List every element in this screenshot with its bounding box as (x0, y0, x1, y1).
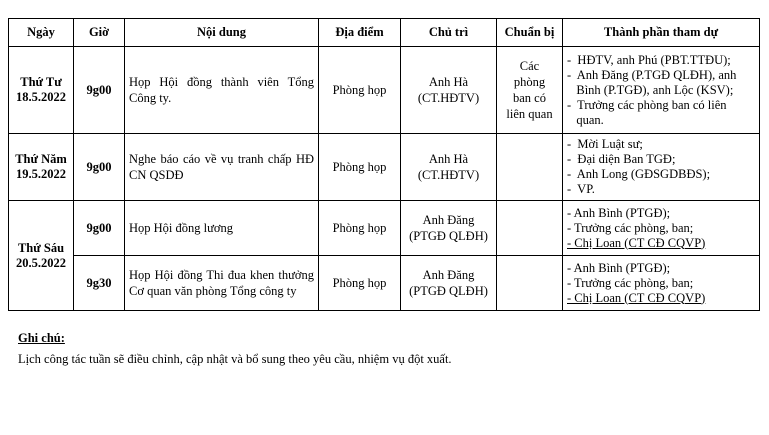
day-date: 18.5.2022 (16, 90, 66, 104)
content-cell: Họp Hội đồng Thi đua khen thưởng Cơ quan văn phòng Tổng công ty (125, 256, 319, 311)
chair-cell (401, 201, 497, 256)
notes-title: Ghi chú: (18, 331, 65, 345)
prep-line: phòng (513, 75, 546, 89)
notes-section (18, 331, 452, 367)
attendee-line: - VP. (567, 182, 595, 196)
attendee-line: - Anh Bình (PTGĐ); (567, 205, 671, 220)
time-cell: 9g00 (74, 134, 125, 201)
attendee-line: - Anh Đăng (P.TGĐ QLĐH), anh (567, 67, 737, 82)
prep-line: Các (519, 59, 540, 73)
header-chair: Chủ trì (401, 19, 497, 47)
time-cell: 9g30 (74, 256, 125, 311)
attendee-line: - Chị Loan (CT CĐ CQVP) (567, 235, 706, 250)
chair-title: (CT.HĐTV) (417, 91, 480, 105)
attendee-line: - Đại diện Ban TGĐ; (567, 152, 676, 166)
chair-cell (401, 47, 497, 134)
attendee-line: - Trưởng các phòng, ban; (567, 220, 694, 235)
location-cell: Phòng họp (319, 201, 401, 256)
weekly-schedule-table (8, 18, 760, 311)
attendee-line: - Chị Loan (CT CĐ CQVP) (567, 290, 706, 305)
attendee-line: quan. (567, 112, 604, 127)
prep-cell (497, 134, 563, 201)
attendees-cell (563, 256, 760, 311)
location-cell: Phòng họp (319, 134, 401, 201)
content-cell: Nghe báo cáo về vụ tranh chấp HĐ CN QSDĐ (125, 134, 319, 201)
day-name: Thứ Năm (15, 152, 67, 166)
header-prep: Chuẩn bị (497, 19, 563, 47)
day-name: Thứ Sáu (17, 240, 65, 255)
table-row (9, 201, 760, 256)
table-row (9, 256, 760, 311)
prep-cell (497, 256, 563, 311)
header-row (9, 19, 760, 47)
attendee-line: - HĐTV, anh Phú (PBT.TTĐU); (567, 52, 731, 67)
chair-cell (401, 256, 497, 311)
notes-text: Lịch công tác tuần sẽ điều chỉnh, cập nhật và bổ sung theo yêu cầu, nhiệm vụ đột xuất. (18, 352, 452, 366)
header-attendees: Thành phần tham dự (563, 19, 760, 47)
time-cell: 9g00 (74, 47, 125, 134)
chair-cell (401, 134, 497, 201)
day-cell (9, 134, 74, 201)
prep-line: liên quan (506, 107, 553, 121)
chair-title: (CT.HĐTV) (417, 168, 480, 182)
chair-name: Anh Hà (428, 75, 469, 89)
attendee-line: - Anh Long (GĐSGDBĐS); (567, 167, 711, 181)
content-cell: Họp Hội đồng lương (125, 201, 319, 256)
day-cell (9, 201, 74, 311)
time-cell: 9g00 (74, 201, 125, 256)
location-cell: Phòng họp (319, 47, 401, 134)
header-location: Địa điểm (319, 19, 401, 47)
attendees-cell (563, 201, 760, 256)
prep-line: ban có (513, 91, 546, 105)
table-row (9, 134, 760, 201)
attendee-line: - Trưởng các phòng ban có liên (567, 97, 727, 112)
attendee-line: - Anh Bình (PTGĐ); (567, 260, 671, 275)
day-date: 19.5.2022 (16, 167, 66, 181)
chair-name: Anh Đăng (422, 213, 475, 227)
chair-name: Anh Đăng (422, 268, 475, 282)
day-cell (9, 47, 74, 134)
day-name: Thứ Tư (20, 75, 62, 89)
content-cell: Họp Hội đồng thành viên Tổng Công ty. (125, 47, 319, 134)
header-day: Ngày (9, 19, 74, 47)
header-time: Giờ (74, 19, 125, 47)
header-content: Nội dung (125, 19, 319, 47)
attendees-cell (563, 134, 760, 201)
chair-title: (PTGĐ QLĐH) (409, 284, 488, 298)
attendee-line: - Mời Luật sư; (567, 137, 643, 151)
location-cell: Phòng họp (319, 256, 401, 311)
chair-name: Anh Hà (428, 152, 469, 166)
prep-cell (497, 201, 563, 256)
prep-cell (497, 47, 563, 134)
table-row (9, 47, 760, 134)
attendees-cell (563, 47, 760, 134)
attendee-line: Bình (P.TGĐ), anh Lộc (KSV); (567, 82, 734, 97)
chair-title: (PTGĐ QLĐH) (409, 229, 488, 243)
day-date: 20.5.2022 (16, 255, 66, 270)
attendee-line: - Trưởng các phòng, ban; (567, 275, 694, 290)
